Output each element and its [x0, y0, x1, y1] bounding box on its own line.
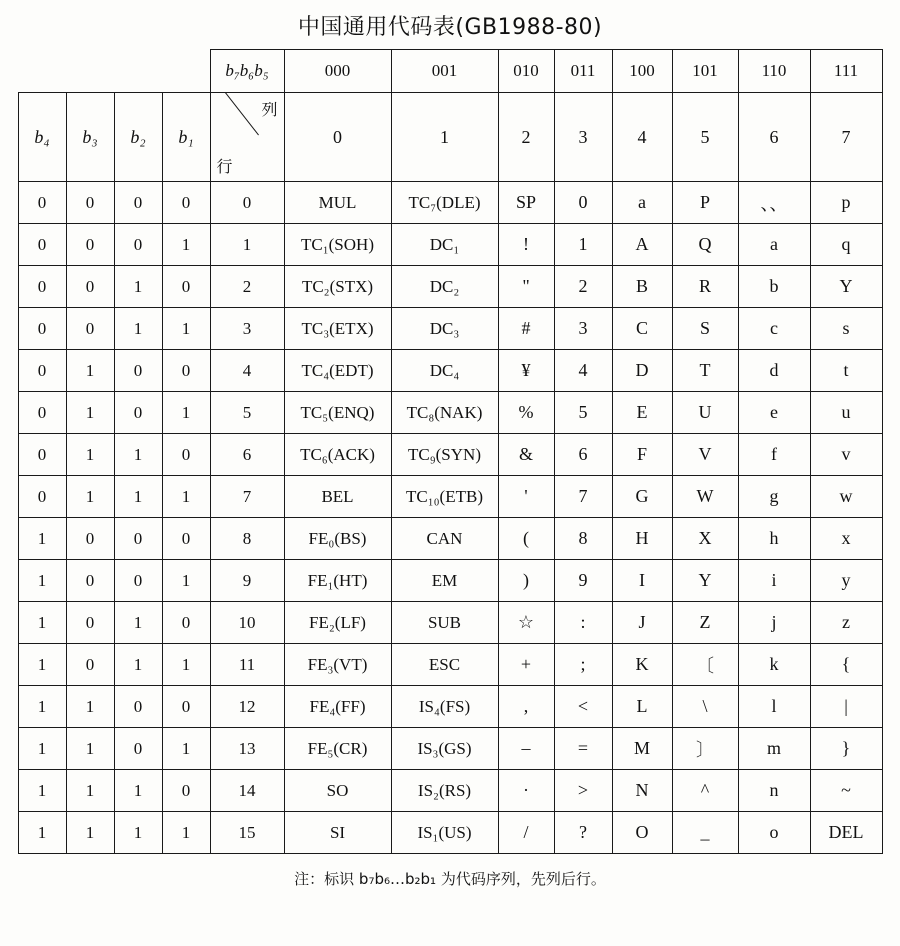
code-cell-col3-row7: 7: [554, 476, 612, 518]
code-cell-col5-row7: W: [672, 476, 738, 518]
code-cell-col6-row3: c: [738, 308, 810, 350]
code-cell-col0-row14: SO: [284, 770, 391, 812]
table-row: [18, 392, 882, 434]
code-cell-col0-row2: TC₂(STX): [284, 266, 391, 308]
bit-cell-b2: 0: [114, 728, 162, 770]
code-cell-col3-row12: <: [554, 686, 612, 728]
code-cell-col1-row1: DC₁: [391, 224, 498, 266]
table-row: [18, 686, 882, 728]
header-dec-6: 6: [738, 93, 810, 182]
code-cell-col7-row1: q: [810, 224, 882, 266]
page-title: 中国通用代码表(GB1988-80): [297, 15, 603, 40]
bit-cell-b4: 0: [18, 308, 66, 350]
row-index-cell: 12: [210, 686, 284, 728]
code-cell-col7-row3: s: [810, 308, 882, 350]
bit-cell-b1: 0: [162, 266, 210, 308]
row-index-cell: 5: [210, 392, 284, 434]
bit-cell-b4: 1: [18, 686, 66, 728]
code-cell-col6-row14: n: [738, 770, 810, 812]
header-bin-011: 011: [554, 50, 612, 93]
code-cell-col2-row1: !: [498, 224, 554, 266]
header-bin-110: 110: [738, 50, 810, 93]
table-row: [18, 602, 882, 644]
code-cell-col3-row6: 6: [554, 434, 612, 476]
bit-cell-b2: 0: [114, 224, 162, 266]
code-cell-col1-row0: TC₇(DLE): [391, 182, 498, 224]
code-cell-col3-row3: 3: [554, 308, 612, 350]
code-cell-col1-row12: IS₄(FS): [391, 686, 498, 728]
code-cell-col6-row1: a: [738, 224, 810, 266]
bit-cell-b3: 1: [66, 350, 114, 392]
code-cell-col0-row11: FE₃(VT): [284, 644, 391, 686]
code-cell-col1-row13: IS₃(GS): [391, 728, 498, 770]
header-dec-3: 3: [554, 93, 612, 182]
code-cell-col4-row2: B: [612, 266, 672, 308]
bit-cell-b2: 1: [114, 476, 162, 518]
code-cell-col2-row8: (: [498, 518, 554, 560]
code-cell-col4-row3: C: [612, 308, 672, 350]
bit-cell-b3: 1: [66, 434, 114, 476]
code-cell-col6-row12: l: [738, 686, 810, 728]
code-cell-col3-row14: >: [554, 770, 612, 812]
code-cell-col7-row0: p: [810, 182, 882, 224]
bit-cell-b1: 0: [162, 350, 210, 392]
table-row: [18, 266, 882, 308]
header-dec-1: 1: [391, 93, 498, 182]
bit-cell-b4: 0: [18, 350, 66, 392]
code-cell-col6-row4: d: [738, 350, 810, 392]
code-cell-col6-row0: 、、: [738, 182, 810, 224]
code-cell-col7-row10: z: [810, 602, 882, 644]
bit-cell-b2: 1: [114, 602, 162, 644]
code-cell-col1-row6: TC₉(SYN): [391, 434, 498, 476]
code-cell-col0-row3: TC₃(ETX): [284, 308, 391, 350]
bit-cell-b4: 0: [18, 266, 66, 308]
header-empty-topleft: [18, 50, 210, 93]
code-cell-col7-row9: y: [810, 560, 882, 602]
code-cell-col1-row3: DC₃: [391, 308, 498, 350]
code-cell-col7-row14: ~: [810, 770, 882, 812]
code-cell-col4-row1: A: [612, 224, 672, 266]
bit-cell-b2: 1: [114, 812, 162, 854]
code-cell-col6-row2: b: [738, 266, 810, 308]
bit-cell-b1: 0: [162, 686, 210, 728]
code-cell-col5-row2: R: [672, 266, 738, 308]
table-row: [18, 308, 882, 350]
code-cell-col0-row0: MUL: [284, 182, 391, 224]
code-cell-col4-row13: M: [612, 728, 672, 770]
code-cell-col5-row10: Z: [672, 602, 738, 644]
row-index-cell: 2: [210, 266, 284, 308]
bit-cell-b4: 1: [18, 602, 66, 644]
code-cell-col2-row4: ¥: [498, 350, 554, 392]
code-cell-col7-row12: |: [810, 686, 882, 728]
header-bit-b3: b₃: [66, 93, 114, 182]
header-row-col-diagonal: [210, 93, 284, 182]
code-cell-col0-row7: BEL: [284, 476, 391, 518]
table-row: [18, 770, 882, 812]
code-cell-col2-row11: +: [498, 644, 554, 686]
code-cell-col4-row7: G: [612, 476, 672, 518]
code-cell-col5-row14: ^: [672, 770, 738, 812]
code-cell-col0-row6: TC₆(ACK): [284, 434, 391, 476]
code-cell-col2-row5: %: [498, 392, 554, 434]
code-cell-col0-row10: FE₂(LF): [284, 602, 391, 644]
code-cell-col5-row13: 〕: [672, 728, 738, 770]
code-cell-col7-row6: v: [810, 434, 882, 476]
header-bin-100: 100: [612, 50, 672, 93]
code-cell-col5-row3: S: [672, 308, 738, 350]
bit-cell-b3: 0: [66, 602, 114, 644]
code-cell-col7-row8: x: [810, 518, 882, 560]
bit-cell-b1: 1: [162, 728, 210, 770]
bit-cell-b1: 0: [162, 182, 210, 224]
code-cell-col4-row8: H: [612, 518, 672, 560]
code-cell-col5-row4: T: [672, 350, 738, 392]
bit-cell-b1: 0: [162, 518, 210, 560]
header-dec-4: 4: [612, 93, 672, 182]
bit-cell-b1: 1: [162, 644, 210, 686]
bit-cell-b4: 1: [18, 560, 66, 602]
bit-cell-b4: 0: [18, 392, 66, 434]
bit-cell-b3: 0: [66, 266, 114, 308]
row-index-cell: 1: [210, 224, 284, 266]
bit-cell-b3: 0: [66, 518, 114, 560]
code-cell-col5-row9: Y: [672, 560, 738, 602]
bit-cell-b2: 0: [114, 686, 162, 728]
header-row-word: 行: [216, 157, 233, 176]
code-cell-col2-row7: ': [498, 476, 554, 518]
table-row: [18, 434, 882, 476]
table-body: [18, 182, 882, 854]
bit-cell-b3: 1: [66, 476, 114, 518]
code-cell-col1-row10: SUB: [391, 602, 498, 644]
header-dec-5: 5: [672, 93, 738, 182]
bit-cell-b2: 1: [114, 644, 162, 686]
code-cell-col1-row2: DC₂: [391, 266, 498, 308]
code-cell-col7-row15: DEL: [810, 812, 882, 854]
code-cell-col0-row15: SI: [284, 812, 391, 854]
table-row: [18, 350, 882, 392]
code-cell-col4-row9: I: [612, 560, 672, 602]
header-bits-765: b₇b₆b₅: [210, 50, 284, 93]
code-cell-col2-row0: SP: [498, 182, 554, 224]
table-row: [18, 812, 882, 854]
code-cell-col2-row9: ): [498, 560, 554, 602]
code-cell-col3-row8: 8: [554, 518, 612, 560]
bit-cell-b4: 0: [18, 434, 66, 476]
code-cell-col5-row1: Q: [672, 224, 738, 266]
code-cell-col2-row13: –: [498, 728, 554, 770]
bit-cell-b1: 1: [162, 308, 210, 350]
code-cell-col1-row15: IS₁(US): [391, 812, 498, 854]
bit-cell-b3: 0: [66, 224, 114, 266]
code-cell-col1-row9: EM: [391, 560, 498, 602]
code-cell-col4-row14: N: [612, 770, 672, 812]
code-cell-col6-row5: e: [738, 392, 810, 434]
header-bit-b1: b₁: [162, 93, 210, 182]
row-index-cell: 15: [210, 812, 284, 854]
code-cell-col5-row8: X: [672, 518, 738, 560]
code-cell-col1-row7: TC₁₀(ETB): [391, 476, 498, 518]
bit-cell-b3: 1: [66, 770, 114, 812]
bit-cell-b3: 0: [66, 308, 114, 350]
header-row-binary: [18, 50, 882, 93]
code-cell-col5-row11: 〔: [672, 644, 738, 686]
header-bin-000: 000: [284, 50, 391, 93]
code-cell-col5-row15: _: [672, 812, 738, 854]
bit-cell-b4: 1: [18, 770, 66, 812]
bit-cell-b4: 1: [18, 812, 66, 854]
code-cell-col2-row3: #: [498, 308, 554, 350]
row-index-cell: 11: [210, 644, 284, 686]
header-bit-b4: b₄: [18, 93, 66, 182]
bit-cell-b1: 0: [162, 434, 210, 476]
bit-cell-b4: 0: [18, 182, 66, 224]
code-cell-col3-row11: ;: [554, 644, 612, 686]
bit-cell-b1: 1: [162, 224, 210, 266]
table-row: [18, 224, 882, 266]
bit-cell-b3: 0: [66, 560, 114, 602]
bit-cell-b4: 1: [18, 518, 66, 560]
header-dec-7: 7: [810, 93, 882, 182]
code-cell-col6-row6: f: [738, 434, 810, 476]
code-cell-col6-row7: g: [738, 476, 810, 518]
table-note: 注：标识 b₇b₆…b₂b₁ 为代码序列，先列后行。: [294, 870, 606, 888]
bit-cell-b1: 1: [162, 476, 210, 518]
bit-cell-b2: 0: [114, 182, 162, 224]
code-cell-col3-row9: 9: [554, 560, 612, 602]
header-dec-0: 0: [284, 93, 391, 182]
code-cell-col4-row10: J: [612, 602, 672, 644]
code-cell-col0-row5: TC₅(ENQ): [284, 392, 391, 434]
bit-cell-b2: 1: [114, 308, 162, 350]
bit-cell-b2: 1: [114, 434, 162, 476]
row-index-cell: 7: [210, 476, 284, 518]
code-cell-col7-row2: Y: [810, 266, 882, 308]
row-index-cell: 8: [210, 518, 284, 560]
bit-cell-b2: 0: [114, 518, 162, 560]
code-cell-col3-row4: 4: [554, 350, 612, 392]
code-cell-col2-row14: ·: [498, 770, 554, 812]
code-cell-col4-row11: K: [612, 644, 672, 686]
table-row: [18, 182, 882, 224]
code-cell-col3-row15: ?: [554, 812, 612, 854]
code-cell-col4-row15: O: [612, 812, 672, 854]
bit-cell-b1: 0: [162, 770, 210, 812]
bit-cell-b2: 0: [114, 560, 162, 602]
code-cell-col5-row6: V: [672, 434, 738, 476]
code-cell-col2-row2: ": [498, 266, 554, 308]
code-cell-col1-row11: ESC: [391, 644, 498, 686]
code-cell-col6-row8: h: [738, 518, 810, 560]
code-cell-col2-row6: &: [498, 434, 554, 476]
table-row: [18, 644, 882, 686]
row-index-cell: 14: [210, 770, 284, 812]
code-cell-col1-row14: IS₂(RS): [391, 770, 498, 812]
code-cell-col7-row13: }: [810, 728, 882, 770]
bit-cell-b1: 0: [162, 602, 210, 644]
bit-cell-b4: 0: [18, 476, 66, 518]
row-index-cell: 6: [210, 434, 284, 476]
code-cell-col5-row5: U: [672, 392, 738, 434]
code-cell-col0-row9: FE₁(HT): [284, 560, 391, 602]
bit-cell-b1: 1: [162, 812, 210, 854]
code-cell-col7-row5: u: [810, 392, 882, 434]
code-cell-col3-row13: =: [554, 728, 612, 770]
code-cell-col5-row12: \: [672, 686, 738, 728]
row-index-cell: 3: [210, 308, 284, 350]
row-index-cell: 0: [210, 182, 284, 224]
bit-cell-b2: 1: [114, 266, 162, 308]
code-cell-col2-row12: ,: [498, 686, 554, 728]
header-dec-2: 2: [498, 93, 554, 182]
bit-cell-b1: 1: [162, 392, 210, 434]
bit-cell-b4: 1: [18, 728, 66, 770]
bit-cell-b2: 0: [114, 392, 162, 434]
code-cell-col4-row6: F: [612, 434, 672, 476]
row-index-cell: 10: [210, 602, 284, 644]
table-row: [18, 560, 882, 602]
code-cell-col4-row5: E: [612, 392, 672, 434]
header-row-decimal: [18, 93, 882, 182]
code-cell-col3-row1: 1: [554, 224, 612, 266]
table-row: [18, 728, 882, 770]
bit-cell-b3: 1: [66, 686, 114, 728]
code-cell-col7-row4: t: [810, 350, 882, 392]
code-cell-col3-row10: :: [554, 602, 612, 644]
row-index-cell: 13: [210, 728, 284, 770]
code-cell-col4-row4: D: [612, 350, 672, 392]
code-cell-col1-row4: DC₄: [391, 350, 498, 392]
bit-cell-b2: 1: [114, 770, 162, 812]
header-col-word: 列: [261, 100, 278, 119]
bit-cell-b2: 0: [114, 350, 162, 392]
bit-cell-b4: 0: [18, 224, 66, 266]
code-cell-col2-row15: /: [498, 812, 554, 854]
bit-cell-b3: 0: [66, 644, 114, 686]
code-cell-col3-row5: 5: [554, 392, 612, 434]
code-cell-col6-row13: m: [738, 728, 810, 770]
header-bin-010: 010: [498, 50, 554, 93]
code-cell-col2-row10: ☆: [498, 602, 554, 644]
code-cell-col1-row5: TC₈(NAK): [391, 392, 498, 434]
bit-cell-b4: 1: [18, 644, 66, 686]
row-index-cell: 9: [210, 560, 284, 602]
code-cell-col1-row8: CAN: [391, 518, 498, 560]
header-bin-111: 111: [810, 50, 882, 93]
header-bin-001: 001: [391, 50, 498, 93]
code-cell-col0-row12: FE₄(FF): [284, 686, 391, 728]
code-cell-col0-row1: TC₁(SOH): [284, 224, 391, 266]
bit-cell-b3: 1: [66, 812, 114, 854]
bit-cell-b1: 1: [162, 560, 210, 602]
table-row: [18, 518, 882, 560]
header-bin-101: 101: [672, 50, 738, 93]
code-cell-col6-row11: k: [738, 644, 810, 686]
code-cell-col3-row0: 0: [554, 182, 612, 224]
code-cell-col0-row4: TC₄(EDT): [284, 350, 391, 392]
row-index-cell: 4: [210, 350, 284, 392]
code-cell-col6-row9: i: [738, 560, 810, 602]
gb1988-code-table: [18, 49, 883, 854]
bit-cell-b3: 1: [66, 392, 114, 434]
table-row: [18, 476, 882, 518]
header-bit-b2: b₂: [114, 93, 162, 182]
bit-cell-b3: 0: [66, 182, 114, 224]
code-cell-col0-row8: FE₀(BS): [284, 518, 391, 560]
code-cell-col5-row0: P: [672, 182, 738, 224]
code-cell-col4-row0: a: [612, 182, 672, 224]
bit-cell-b3: 1: [66, 728, 114, 770]
code-cell-col4-row12: L: [612, 686, 672, 728]
code-cell-col7-row7: w: [810, 476, 882, 518]
code-cell-col6-row15: o: [738, 812, 810, 854]
code-cell-col6-row10: j: [738, 602, 810, 644]
code-cell-col7-row11: {: [810, 644, 882, 686]
code-cell-col3-row2: 2: [554, 266, 612, 308]
code-cell-col0-row13: FE₅(CR): [284, 728, 391, 770]
